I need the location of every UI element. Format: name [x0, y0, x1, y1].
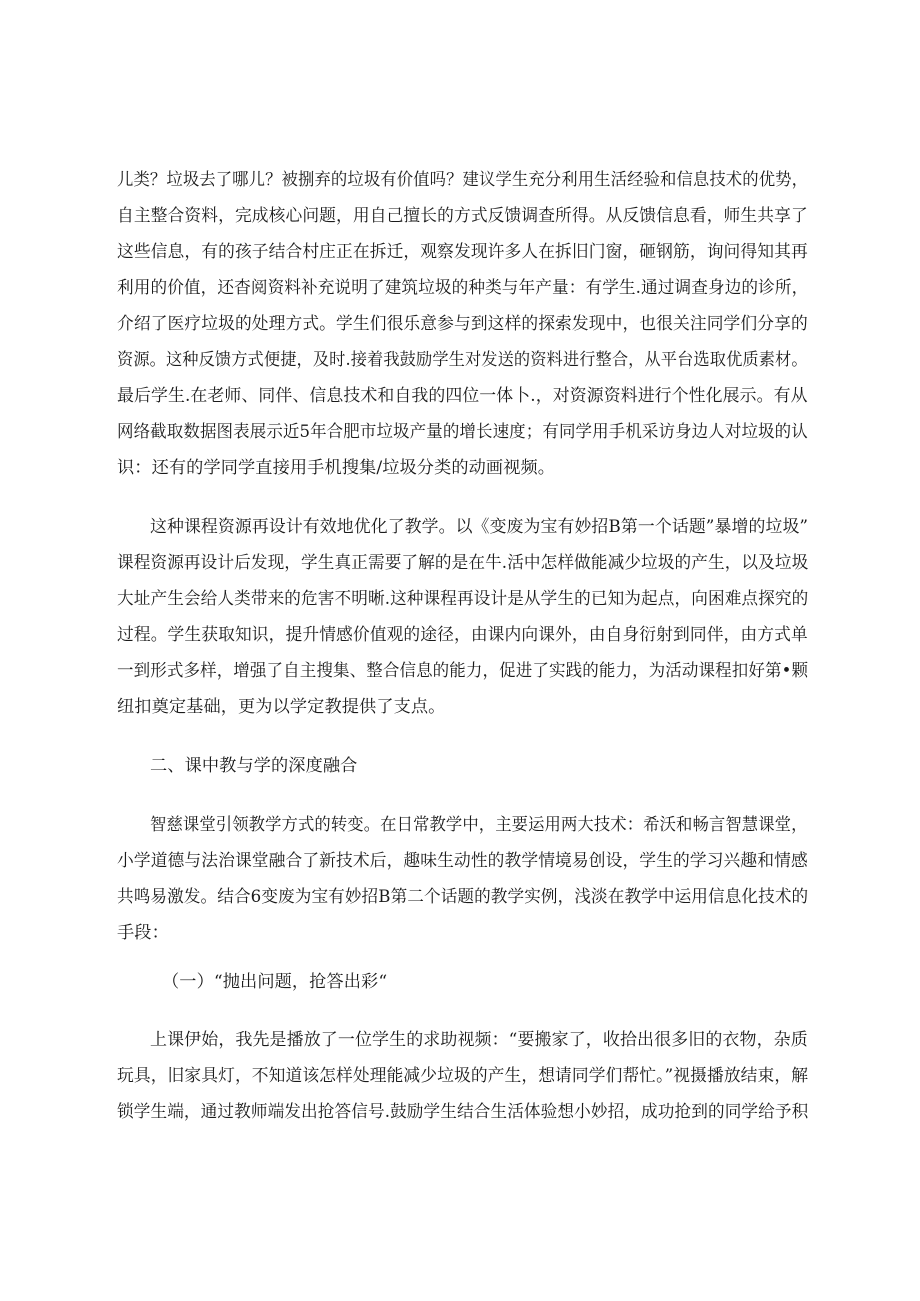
- paragraph-3-line-1: 智慈课堂引领教学方式的转变。在日常教学中，主要运用两大技术：希沃和畅言智慧课堂，: [150, 815, 808, 835]
- paragraph-1-line-3: 这些信息，有的孩子结合村庄正在拆迁，观察发现许多人在拆旧门窗，砸钢筋，询问得知其再: [117, 242, 808, 262]
- paragraph-1-line-6: 资源。这种反馈方式便捷，及时.接着我鼓励学生对发送的资料进行整合，从平台选取优质素材。: [117, 350, 808, 370]
- paragraph-2-line-1: 这种课程资源再设计有效地优化了教学。以《变废为宝有妙招B第一个话题”暴增的垃圾”: [150, 517, 809, 537]
- paragraph-1-line-1: 儿类？垃圾去了哪儿？被捌弃的垃圾有价值吗？建议学生充分利用生活经验和信息技术的优势，: [117, 170, 809, 190]
- paragraph-3-line-4: 手段：: [117, 923, 169, 943]
- paragraph-1-line-8: 网络截取数据图表展示近5年合肥市垃圾产量的增长速度；有同学用手机采访身边人对垃圾的认: [117, 422, 808, 442]
- paragraph-1-line-5: 介绍了医疗垃圾的处理方式。学生们很乐意参与到这样的探索发现中，也很关注同学们分享的: [117, 314, 808, 334]
- paragraph-3-line-2: 小学道德与法治课堂融合了新技术后，趣味生动性的教学情境易创设，学生的学习兴趣和情感: [117, 851, 808, 871]
- paragraph-2-line-6: 纽扣奠定基础，更为以学定教提供了支点。: [117, 697, 446, 717]
- paragraph-4-line-2: 玩具，旧家具灯，不知道该怎样处理能减少垃圾的产生，想请同学们帮忙。”视摄播放结束，解: [117, 1066, 809, 1086]
- subsection-heading: （一）“抛出问题，抢答出彩“: [162, 972, 388, 992]
- paragraph-2-line-5: 一到形式多样，增强了自主搜集、整合信息的能力，促进了实践的能力，为活动课程扣好第•颗: [117, 661, 809, 681]
- paragraph-2-line-4: 过程。学生获取知识，提升情感价值观的途径，由课内向课外，由自身衍射到同伴，由方式单: [117, 625, 808, 645]
- paragraph-1-line-4: 利用的价值，还杳阅资料补充说明了建筑垃圾的种类与年产量：有学生.通过调查身边的诊所，: [117, 278, 809, 298]
- paragraph-1-line-2: 自主整合资料，完成核心问题，用自己擅长的方式反馈调查所得。从反馈信息看，师生共享了: [117, 206, 808, 226]
- paragraph-1-line-9: 识：还有的学同学直接用手机搜集/垃圾分类的动画视频。: [117, 458, 556, 478]
- paragraph-4-line-3: 锁学生端，通过教师端发出抢答信号.鼓励学生结合生活体验想小妙招，成功抢到的同学给予积: [117, 1102, 809, 1122]
- section-heading: 二、课中教与学的深度融合: [150, 756, 358, 776]
- paragraph-2-line-3: 大址产生会给人类带来的危害不明晰.这种课程再设计是从学生的已知为起点，向困难点探究的: [117, 589, 809, 609]
- paragraph-4-line-1: 上课伊始，我先是播放了一位学生的求助视频：“要搬家了，收拾出很多旧的衣物，杂质: [150, 1030, 808, 1050]
- paragraph-1-line-7: 最后学生.在老师、同伴、信息技术和自我的四位一体卜.，对资源资料进行个性化展示。有从: [117, 386, 808, 406]
- paragraph-2-line-2: 课程资源再设计后发现，学生真正需要了解的是在牛.活中怎样做能减少垃圾的产生，以及垃圾: [117, 553, 809, 573]
- paragraph-3-line-3: 共鸣易激发。结合6变废为宝有妙招B第二个话题的教学实例，浅淡在教学中运用信息化技术的: [117, 887, 809, 907]
